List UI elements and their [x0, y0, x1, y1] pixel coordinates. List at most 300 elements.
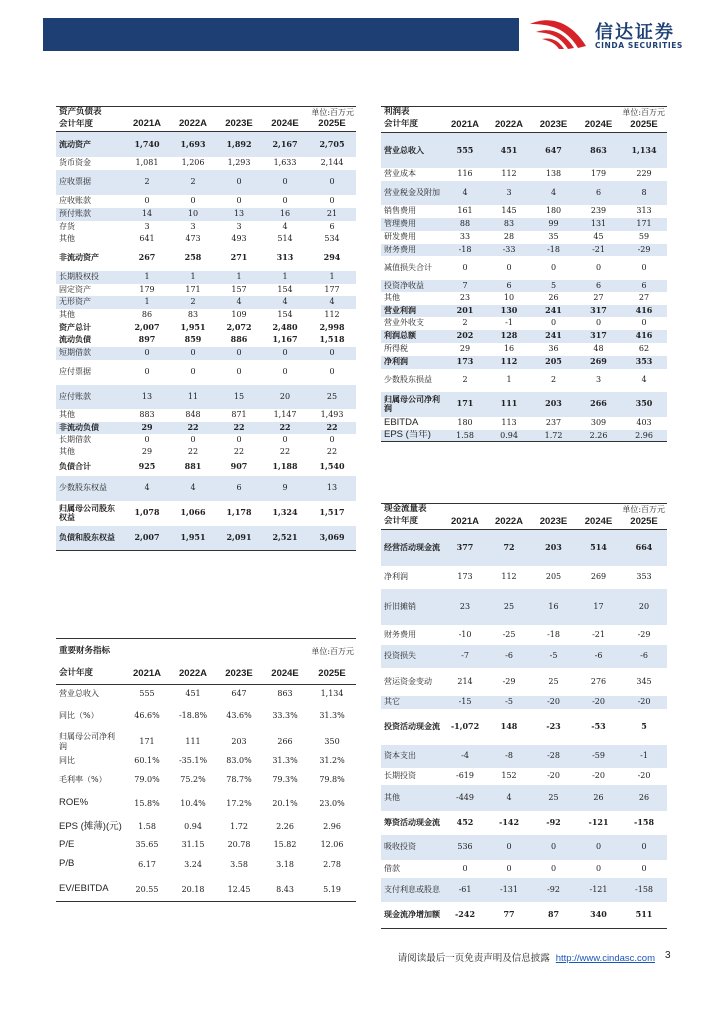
- row-value: 9: [262, 476, 308, 501]
- row-label: 长期借款: [59, 434, 91, 444]
- row-label: 短期借款: [56, 347, 124, 360]
- table-unit: 单位:百万元: [487, 107, 667, 119]
- row-value: 20.1%: [272, 798, 298, 808]
- row-value: 180: [545, 206, 562, 216]
- table-row: [56, 208, 356, 221]
- row-value: 1,167: [272, 334, 298, 345]
- row-value: 161: [457, 206, 473, 216]
- row-label: 其他: [59, 310, 75, 320]
- row-value: -29: [502, 676, 516, 686]
- row-value: 33.3%: [272, 710, 298, 720]
- row-value: 2.96: [621, 430, 667, 442]
- row-value: 154: [277, 310, 293, 320]
- row-value: 451: [487, 133, 531, 168]
- table-row: [56, 170, 356, 195]
- row-value: -449: [443, 785, 487, 811]
- row-label: 应付票据: [59, 367, 91, 377]
- row-value: 452: [456, 816, 474, 827]
- row-value: 4: [641, 375, 647, 385]
- cash-flow-table: [381, 503, 667, 929]
- row-value: 229: [636, 169, 652, 179]
- footer-website-link[interactable]: http://www.cindasc.com: [555, 953, 655, 964]
- row-value: 10: [503, 293, 515, 303]
- row-value: -619: [456, 771, 474, 781]
- row-value: 45: [593, 232, 604, 242]
- ratios-title-row: [56, 639, 356, 665]
- row-value: 664: [621, 530, 667, 566]
- row-value: 138: [545, 169, 562, 179]
- row-label: P/B: [59, 858, 75, 870]
- row-value: 4: [443, 181, 487, 205]
- row-value: 171: [621, 218, 667, 231]
- row-value: -18.8%: [178, 710, 208, 720]
- row-value: 925: [138, 461, 156, 472]
- row-value: 22: [216, 422, 262, 434]
- row-value: 20: [621, 589, 667, 625]
- row-value: 0: [329, 367, 335, 377]
- row-value: 0: [190, 434, 196, 444]
- row-value: 1,951: [170, 526, 216, 551]
- row-value: 15.8%: [134, 798, 160, 808]
- table-row: [381, 589, 667, 625]
- row-value: 0: [262, 347, 308, 360]
- page-number: 3: [665, 950, 671, 961]
- row-value: 28: [503, 232, 515, 242]
- row-value: 152: [501, 771, 517, 781]
- table-row: [381, 168, 667, 181]
- row-value: -6: [487, 645, 531, 668]
- row-value: 239: [590, 206, 607, 216]
- row-label: 归属母公司净利润: [59, 732, 115, 751]
- row-value: 112: [324, 310, 340, 320]
- row-value: -21: [592, 629, 605, 639]
- row-label: 营业税金及附加: [381, 181, 443, 205]
- row-value: 25: [308, 385, 356, 409]
- row-value: 269: [590, 572, 607, 582]
- row-value: 29: [141, 447, 153, 457]
- column-header-year: 2024E: [262, 119, 308, 132]
- row-value: -53: [591, 720, 606, 731]
- table-row: [381, 878, 667, 902]
- row-value: 8.43: [262, 878, 308, 902]
- table-row: [56, 768, 356, 792]
- row-value: -18: [443, 244, 487, 256]
- row-value: -20: [531, 696, 576, 709]
- row-value: 0: [282, 434, 288, 444]
- column-header-year: 2025E: [308, 119, 356, 132]
- row-label: 其他: [381, 785, 443, 811]
- row-value: 113: [501, 418, 517, 428]
- row-value: -1,072: [450, 720, 480, 731]
- table-row: [381, 343, 667, 356]
- row-value: 46.6%: [134, 710, 160, 720]
- row-value: 112: [501, 169, 517, 179]
- table-row: [381, 768, 667, 785]
- row-value: 1,324: [272, 507, 298, 518]
- row-value: 514: [576, 530, 621, 566]
- row-value: 13: [308, 476, 356, 501]
- row-value: 0: [144, 367, 150, 377]
- table-row: [381, 133, 667, 168]
- row-value: 1,081: [135, 158, 159, 168]
- row-value: 35: [548, 232, 559, 242]
- row-value: 1,693: [170, 132, 216, 157]
- table-row: [381, 696, 667, 709]
- row-value: 1,892: [216, 132, 262, 157]
- row-value: 2: [462, 375, 468, 385]
- table-unit: 单位:百万元: [308, 639, 356, 665]
- row-value: 15: [216, 385, 262, 409]
- table-row: [381, 244, 667, 256]
- row-value: -20: [621, 696, 667, 709]
- row-value: 511: [621, 902, 667, 929]
- row-value: -20: [576, 696, 621, 709]
- header-bar: [43, 18, 519, 51]
- row-value: 171: [139, 736, 155, 746]
- row-label: 其他: [59, 410, 75, 420]
- row-value: 16: [503, 344, 515, 354]
- row-value: 29: [124, 422, 170, 434]
- row-value: 2,705: [308, 132, 356, 157]
- row-value: -5: [531, 645, 576, 668]
- table-row: [381, 745, 667, 768]
- row-value: 1: [124, 296, 170, 309]
- row-value: 886: [230, 334, 248, 345]
- row-value: 863: [277, 689, 293, 699]
- table-row: [381, 530, 667, 566]
- row-label: 少数股东权益: [56, 476, 124, 501]
- row-value: -6: [621, 645, 667, 668]
- column-header-year: 2022A: [487, 119, 531, 133]
- row-label: 资产总计: [59, 321, 91, 332]
- row-value: 353: [621, 356, 667, 369]
- table-row: [56, 284, 356, 296]
- row-value: 27: [593, 293, 604, 303]
- table-row: [56, 792, 356, 816]
- row-value: 8: [621, 181, 667, 205]
- row-value: 26: [576, 785, 621, 811]
- row-value: 83: [487, 218, 531, 231]
- row-label: 应付账款: [56, 385, 124, 409]
- row-value: 20.55: [124, 878, 170, 902]
- table-row: [381, 709, 667, 745]
- row-value: 271: [230, 252, 248, 263]
- row-label: 营业总收入: [381, 133, 443, 168]
- row-value: 179: [139, 284, 155, 294]
- row-value: -1: [621, 745, 667, 768]
- row-value: 416: [621, 305, 667, 317]
- row-value: 1,147: [273, 410, 297, 420]
- income-statement-table: [381, 106, 667, 442]
- row-label: 营运资金变动: [384, 676, 432, 686]
- row-value: 2,167: [262, 132, 308, 157]
- row-value: 0: [641, 262, 647, 272]
- row-value: 269: [576, 356, 621, 369]
- row-value: 863: [576, 133, 621, 168]
- row-value: -121: [588, 816, 609, 827]
- row-value: 112: [501, 572, 517, 582]
- row-value: 111: [185, 736, 201, 746]
- row-label: 经营活动现金流: [381, 530, 443, 566]
- row-label: 管理费用: [381, 218, 443, 231]
- row-label: 流动负债: [59, 334, 91, 345]
- row-value: 128: [487, 330, 531, 343]
- row-value: 180: [457, 418, 473, 428]
- row-value: -1: [505, 318, 513, 328]
- row-value: 3: [236, 221, 242, 231]
- row-label: 少数股东损益: [384, 375, 432, 385]
- column-header-year: 2022A: [487, 516, 531, 530]
- table-row: [56, 132, 356, 157]
- table-row: [56, 296, 356, 309]
- row-value: 2,007: [124, 526, 170, 551]
- row-value: 6: [576, 181, 621, 205]
- spacer: [170, 639, 308, 665]
- balance-header-row: [56, 119, 356, 132]
- row-value: 294: [323, 252, 341, 263]
- row-value: 0: [216, 170, 262, 195]
- row-value: 313: [276, 252, 294, 263]
- row-value: 23: [443, 589, 487, 625]
- row-value: 2,072: [226, 321, 252, 332]
- row-value: 0: [144, 434, 150, 444]
- row-value: 1,178: [226, 507, 252, 518]
- row-value: 16: [531, 589, 576, 625]
- column-header-year: 2022A: [170, 119, 216, 132]
- row-label: 投资活动现金流: [384, 720, 440, 731]
- row-value: 0: [282, 196, 288, 206]
- row-value: 2.26: [276, 822, 294, 832]
- row-value: 881: [184, 461, 202, 472]
- row-value: 350: [324, 736, 340, 746]
- row-value: 1: [262, 271, 308, 284]
- row-label: ROE%: [59, 797, 89, 809]
- row-value: 1,134: [320, 689, 344, 699]
- row-value: 79.8%: [319, 774, 345, 784]
- row-value: 0: [487, 835, 531, 860]
- column-header-year: 2024E: [576, 119, 621, 133]
- row-label: 财务费用: [384, 629, 416, 639]
- row-value: 534: [324, 234, 340, 244]
- row-value: 258: [184, 252, 202, 263]
- table-row: [56, 322, 356, 334]
- row-label: 归属母公司股东权益: [59, 502, 115, 522]
- row-value: 0: [190, 367, 196, 377]
- row-value: 493: [231, 234, 247, 244]
- row-label: 非流动负债: [56, 422, 124, 434]
- row-label: 其他: [384, 293, 400, 303]
- table-row: [56, 839, 356, 852]
- row-value: 23.0%: [319, 798, 345, 808]
- row-value: -5: [487, 696, 531, 709]
- row-value: 25: [548, 676, 559, 686]
- row-value: 0.94: [184, 822, 202, 832]
- row-label: 负债合计: [59, 461, 91, 472]
- row-value: -131: [487, 878, 531, 902]
- brand-logo: [528, 14, 718, 50]
- row-label: 净利润: [384, 572, 408, 582]
- row-value: 1,293: [227, 158, 251, 168]
- row-value: 15.82: [273, 840, 297, 850]
- column-header-year: 2025E: [621, 516, 667, 530]
- table-row: [381, 417, 667, 430]
- row-value: 3: [190, 221, 196, 231]
- row-value: 3.58: [230, 859, 248, 869]
- row-value: 11: [170, 385, 216, 409]
- row-value: 20.18: [170, 878, 216, 902]
- row-value: 22: [233, 447, 245, 457]
- row-value: 203: [531, 392, 576, 417]
- table-row: [381, 330, 667, 343]
- row-value: -92: [546, 816, 561, 827]
- row-value: 171: [185, 284, 201, 294]
- row-value: 241: [531, 330, 576, 343]
- row-value: -142: [499, 816, 520, 827]
- table-row: [56, 271, 356, 284]
- column-header-label: 会计年度: [381, 119, 443, 133]
- row-value: 75.2%: [180, 774, 206, 784]
- table-title: 资产负债表: [56, 107, 170, 119]
- row-value: 3: [487, 181, 531, 205]
- row-value: 0: [216, 347, 262, 360]
- row-value: 377: [443, 530, 487, 566]
- row-value: 0: [595, 318, 602, 328]
- row-label: 长期股权投: [56, 271, 124, 284]
- income-header-row: [381, 119, 667, 133]
- row-value: 21: [308, 208, 356, 221]
- row-value: 87: [531, 902, 576, 929]
- row-value: 35.65: [135, 840, 159, 850]
- row-value: -21: [576, 244, 621, 256]
- row-value: 83: [187, 310, 199, 320]
- row-label: P/E: [59, 838, 75, 850]
- row-value: 0: [595, 262, 602, 272]
- row-value: 99: [531, 218, 576, 231]
- row-value: 1,518: [319, 334, 345, 345]
- table-row: [381, 256, 667, 280]
- row-value: 1.72: [531, 430, 576, 442]
- row-value: 31.3%: [319, 710, 345, 720]
- table-row: [381, 356, 667, 369]
- row-value: 23: [459, 293, 471, 303]
- row-label: 其他: [59, 447, 75, 457]
- row-value: -121: [576, 878, 621, 902]
- row-label: 流动资产: [56, 132, 124, 157]
- table-row: [381, 625, 667, 645]
- row-value: 0: [236, 367, 242, 377]
- row-value: 403: [636, 418, 652, 428]
- row-label: 其它: [381, 696, 443, 709]
- row-value: -20: [592, 771, 605, 781]
- row-value: 1,517: [319, 507, 345, 518]
- row-value: 31.15: [181, 840, 205, 850]
- column-header-label: 会计年度: [381, 516, 443, 530]
- row-value: 205: [545, 572, 562, 582]
- row-value: 3: [144, 221, 150, 231]
- row-value: 202: [443, 330, 487, 343]
- row-label: 折旧摊销: [381, 589, 443, 625]
- row-label: EV/EBITDA: [56, 878, 124, 902]
- row-value: 237: [545, 418, 562, 428]
- row-value: 0: [550, 262, 557, 272]
- table-row: [56, 476, 356, 501]
- row-value: 203: [231, 736, 247, 746]
- row-value: 2: [550, 375, 557, 385]
- row-value: 641: [139, 234, 155, 244]
- row-value: 109: [231, 310, 247, 320]
- table-row: [381, 860, 667, 878]
- row-value: 177: [324, 284, 340, 294]
- table-row: [56, 446, 356, 459]
- row-value: 17.2%: [226, 798, 252, 808]
- row-value: 0: [329, 434, 335, 444]
- row-value: 26: [548, 293, 559, 303]
- table-row: [56, 309, 356, 322]
- row-value: 0: [550, 863, 557, 873]
- table-title: 重要财务指标: [56, 639, 170, 665]
- row-value: -158: [621, 878, 667, 902]
- row-value: -20: [547, 771, 560, 781]
- row-value: 276: [590, 676, 607, 686]
- row-label: 支付利息或股息: [381, 878, 443, 902]
- row-value: 514: [277, 234, 293, 244]
- row-value: -4: [443, 745, 487, 768]
- row-value: 871: [231, 410, 247, 420]
- row-value: 20.78: [227, 840, 251, 850]
- row-value: -59: [576, 745, 621, 768]
- row-value: 22: [279, 447, 291, 457]
- row-value: 5: [641, 720, 647, 731]
- table-row: [381, 369, 667, 392]
- row-value: 27: [638, 293, 650, 303]
- row-value: 59: [638, 232, 650, 242]
- row-label: 营业成本: [384, 169, 416, 179]
- row-value: 2.96: [323, 822, 341, 832]
- row-value: -29: [637, 629, 651, 639]
- row-label: EPS (当年): [381, 430, 443, 442]
- row-value: -23: [546, 720, 561, 731]
- row-value: 2,091: [216, 526, 262, 551]
- row-value: 13: [216, 208, 262, 221]
- row-value: 1,740: [124, 132, 170, 157]
- row-value: 1,540: [319, 461, 345, 472]
- row-value: 17: [576, 589, 621, 625]
- row-value: 12.45: [216, 878, 262, 902]
- row-value: 25: [487, 589, 531, 625]
- row-label: 投资净收益: [381, 280, 443, 292]
- row-value: -25: [502, 629, 516, 639]
- table-row: [381, 305, 667, 317]
- row-value: 0: [531, 835, 576, 860]
- row-value: 1,078: [134, 507, 160, 518]
- row-value: 154: [277, 284, 293, 294]
- row-value: 116: [457, 169, 473, 179]
- row-label: 营业总收入: [59, 689, 99, 699]
- row-value: 907: [230, 461, 248, 472]
- table-row: [56, 233, 356, 246]
- table-row: [381, 430, 667, 442]
- row-value: -7: [443, 645, 487, 668]
- row-label: 资本支出: [381, 745, 443, 768]
- table-row: [56, 459, 356, 476]
- row-value: 6: [216, 476, 262, 501]
- table-row: [56, 385, 356, 409]
- row-label: 应收账款: [59, 196, 91, 206]
- row-value: 48: [593, 344, 604, 354]
- table-row: [381, 902, 667, 929]
- column-header-year: 2021A: [124, 665, 170, 685]
- row-value: 10.4%: [180, 798, 206, 808]
